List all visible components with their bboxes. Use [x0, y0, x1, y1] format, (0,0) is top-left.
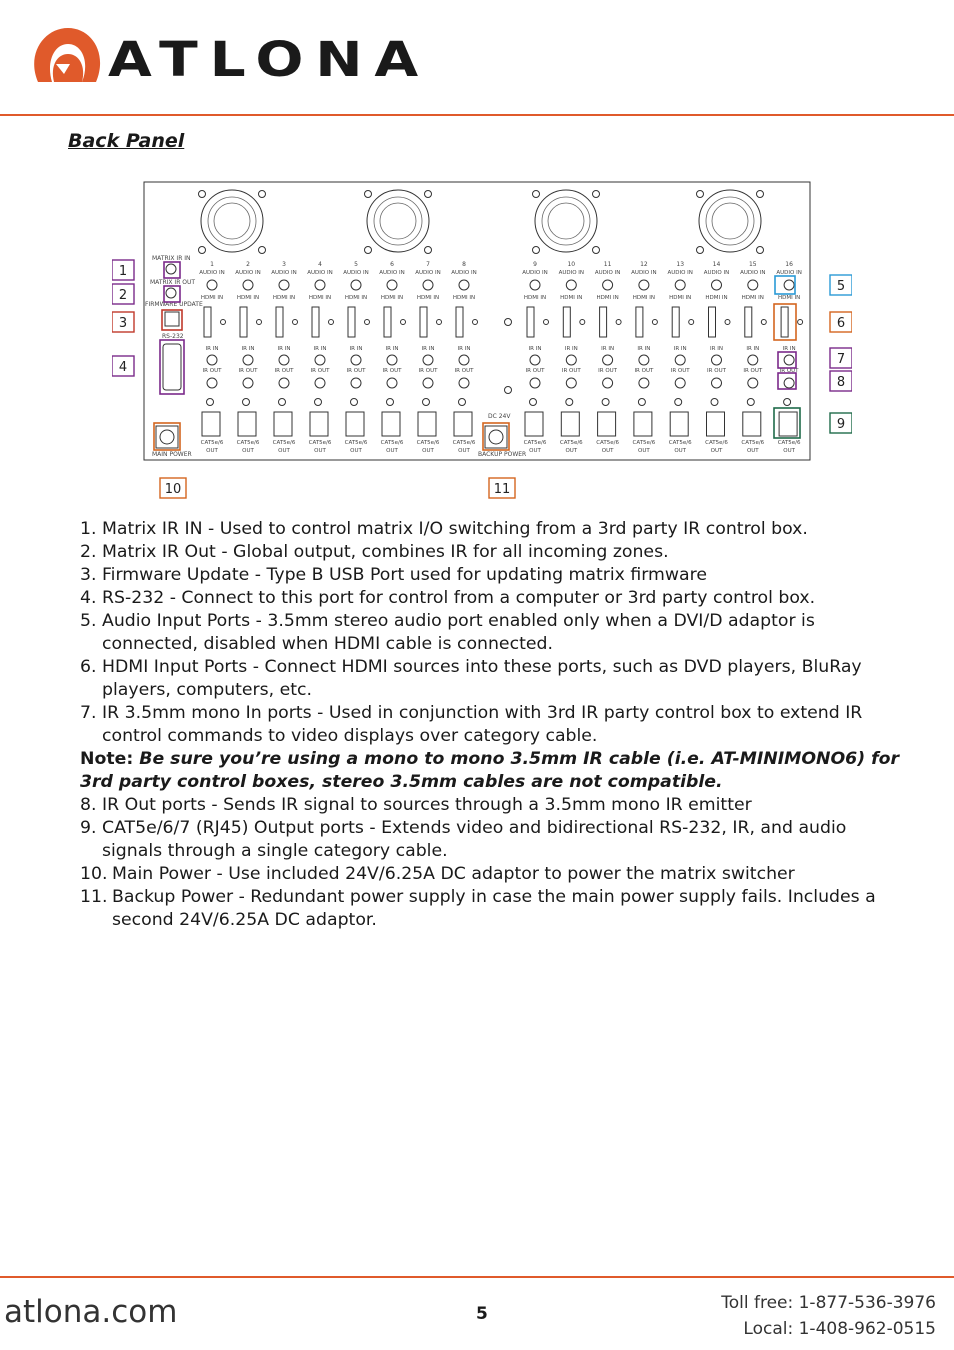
- footer-site[interactable]: atlona.com: [4, 1294, 178, 1330]
- hdmi-in-label: HDMI IN: [416, 295, 440, 301]
- ir-out-label: IR OUT: [274, 368, 294, 374]
- ir-in-label: IR IN: [528, 346, 542, 352]
- hdmi-in-label: HDMI IN: [272, 295, 296, 301]
- ir-out-label: IR OUT: [634, 368, 654, 374]
- ir-in-label: IR IN: [241, 346, 255, 352]
- audio-in-label: AUDIO IN: [594, 270, 621, 276]
- cat-out-label: OUT: [314, 448, 326, 454]
- cat-label: CAT5e/6: [200, 440, 224, 446]
- cat-label: CAT5e/6: [668, 440, 692, 446]
- hdmi-in-label: HDMI IN: [669, 295, 692, 301]
- input-number: 5: [354, 261, 358, 268]
- input-number: 13: [676, 261, 685, 268]
- ir-out-label: IR OUT: [525, 368, 545, 374]
- ir-in-label: IR IN: [782, 346, 796, 352]
- ir-out-label: IR OUT: [382, 368, 402, 374]
- input-number: 8: [462, 261, 466, 268]
- audio-in-label: AUDIO IN: [776, 270, 802, 276]
- cat-out-label: OUT: [638, 448, 650, 454]
- list-item: 7. IR 3.5mm mono In ports - Used in conjunction with 3rd IR party control box to extend IR control commands to video displays over category cable.: [80, 703, 863, 746]
- input-number: 6: [390, 261, 394, 268]
- cat-label: CAT5e/6: [416, 440, 440, 446]
- cat-label: CAT5e/6: [632, 440, 656, 446]
- audio-in-label: AUDIO IN: [271, 270, 297, 276]
- ir-in-label: IR IN: [457, 346, 471, 352]
- input-number: 1: [210, 261, 214, 268]
- ir-out-label: IR OUT: [670, 368, 690, 374]
- audio-in-label: AUDIO IN: [415, 270, 441, 276]
- firmware-update-label: FIRMWARE UPDATE: [145, 301, 203, 308]
- matrix-ir-in-label: MATRIX IR IN: [152, 255, 191, 262]
- ir-out-label: IR OUT: [346, 368, 366, 374]
- ir-out-label: IR OUT: [779, 368, 799, 374]
- ir-in-label: IR IN: [637, 346, 651, 352]
- rs232-label: RS-232: [162, 333, 184, 340]
- ir-in-label: IR IN: [421, 346, 435, 352]
- hdmi-in-label: HDMI IN: [777, 295, 801, 301]
- hdmi-in-label: HDMI IN: [523, 295, 547, 301]
- callout-number: 3: [118, 316, 128, 331]
- ir-out-label: IR OUT: [238, 368, 258, 374]
- section-title: Back Panel: [68, 130, 185, 152]
- audio-in-label: AUDIO IN: [235, 270, 261, 276]
- cat-label: CAT5e/6: [705, 440, 728, 446]
- input-number: 4: [318, 261, 322, 268]
- list-item: 6. HDMI Input Ports - Connect HDMI sources into these ports, such as DVD players, BluRay players, computers, etc.: [80, 657, 862, 700]
- cat-out-label: OUT: [746, 448, 759, 454]
- hdmi-in-label: HDMI IN: [200, 295, 224, 301]
- cat-label: CAT5e/6: [523, 440, 547, 446]
- cat-label: CAT5e/6: [308, 440, 332, 446]
- audio-in-label: AUDIO IN: [558, 270, 585, 276]
- ir-in-label: IR IN: [349, 346, 363, 352]
- callout-number: 2: [118, 288, 128, 303]
- hdmi-in-label: HDMI IN: [596, 295, 619, 301]
- toll-free: Toll free: 1-877-536-3976: [721, 1293, 936, 1313]
- cat-out-label: OUT: [783, 448, 795, 454]
- cat-label: CAT5e/6: [596, 440, 619, 446]
- callout-number: 10: [164, 482, 182, 497]
- header-rule: [0, 114, 954, 116]
- ir-in-label: IR IN: [601, 346, 615, 352]
- hdmi-in-label: HDMI IN: [380, 295, 404, 301]
- hdmi-in-label: HDMI IN: [705, 295, 728, 301]
- callout-number: 4: [118, 360, 128, 375]
- ir-out-label: IR OUT: [743, 368, 763, 374]
- logo-text: ATLONA: [108, 38, 430, 82]
- cat-out-label: OUT: [422, 448, 434, 454]
- input-number: 2: [246, 261, 250, 268]
- ir-out-label: IR OUT: [598, 368, 618, 374]
- input-number: 15: [748, 261, 757, 268]
- audio-in-label: AUDIO IN: [631, 270, 657, 276]
- local-phone: Local: 1-408-962-0515: [743, 1319, 936, 1339]
- ir-out-label: IR OUT: [202, 368, 222, 374]
- ir-out-label: IR OUT: [454, 368, 474, 374]
- list-item: 11. Backup Power - Redundant power supply in case the main power supply fails. Includes a second 24V/6.25A DC adaptor.: [80, 887, 876, 930]
- list-item: 2. Matrix IR Out - Global output, combines IR for all incoming zones.: [80, 542, 669, 562]
- cat-out-label: OUT: [710, 448, 723, 454]
- ir-in-label: IR IN: [385, 346, 399, 352]
- input-number: 12: [640, 261, 648, 268]
- cat-label: CAT5e/6: [380, 440, 404, 446]
- cat-label: CAT5e/6: [559, 440, 583, 446]
- footer-rule: [0, 1276, 954, 1278]
- dc24v-label: DC 24V: [488, 413, 511, 420]
- callout-number: 8: [836, 375, 846, 390]
- callout-number: 6: [836, 316, 846, 331]
- hdmi-in-label: HDMI IN: [452, 295, 476, 301]
- hdmi-in-label: HDMI IN: [560, 295, 583, 301]
- audio-in-label: AUDIO IN: [667, 270, 693, 276]
- hdmi-in-label: HDMI IN: [741, 295, 764, 301]
- input-number: 7: [426, 261, 430, 268]
- cat-label: CAT5e/6: [741, 440, 765, 446]
- atlona-wordmark: [108, 38, 448, 82]
- ir-in-label: IR IN: [710, 346, 723, 352]
- ir-in-label: IR IN: [205, 346, 219, 352]
- audio-in-label: AUDIO IN: [740, 270, 766, 276]
- audio-in-label: AUDIO IN: [379, 270, 405, 276]
- matrix-ir-out-label: MATRIX IR OUT: [150, 279, 196, 286]
- callout-number: 1: [118, 264, 128, 279]
- backup-power-label: BACKUP POWER: [478, 451, 527, 458]
- input-number: 10: [567, 261, 576, 268]
- callout-number: 7: [836, 352, 846, 367]
- list-item: 9. CAT5e/6/7 (RJ45) Output ports - Extends video and bidirectional RS-232, IR, and audio signals through a single category cable.: [80, 818, 847, 861]
- hdmi-in-label: HDMI IN: [236, 295, 260, 301]
- hdmi-in-label: HDMI IN: [308, 295, 332, 301]
- ir-out-label: IR OUT: [310, 368, 330, 374]
- callout-number: 9: [836, 417, 846, 432]
- cat-label: CAT5e/6: [452, 440, 476, 446]
- cat-out-label: OUT: [206, 448, 218, 454]
- hdmi-in-label: HDMI IN: [632, 295, 656, 301]
- callout-number: 11: [493, 482, 511, 497]
- ir-out-label: IR OUT: [707, 368, 726, 374]
- atlona-logo-icon: [30, 24, 104, 88]
- list-item: 8. IR Out ports - Sends IR signal to sources through a 3.5mm mono IR emitter: [80, 795, 752, 815]
- port-descriptions: [80, 518, 900, 932]
- cat-out-label: OUT: [565, 448, 578, 454]
- main-power-label: MAIN POWER: [152, 451, 192, 458]
- page-number: 5: [476, 1304, 488, 1324]
- cat-label: CAT5e/6: [777, 440, 801, 446]
- cat-label: CAT5e/6: [236, 440, 260, 446]
- ir-out-label: IR OUT: [418, 368, 438, 374]
- cat-label: CAT5e/6: [344, 440, 368, 446]
- ir-in-label: IR IN: [277, 346, 291, 352]
- cat-out-label: OUT: [529, 448, 541, 454]
- ir-in-label: IR IN: [564, 346, 578, 352]
- ir-out-label: IR OUT: [561, 368, 581, 374]
- list-item: 3. Firmware Update - Type B USB Port used for updating matrix firmware: [80, 565, 707, 585]
- ir-in-label: IR IN: [746, 346, 760, 352]
- input-number: 9: [533, 261, 537, 268]
- cat-out-label: OUT: [601, 448, 614, 454]
- hdmi-in-label: HDMI IN: [344, 295, 368, 301]
- input-number: 14: [712, 261, 721, 268]
- cat-out-label: OUT: [458, 448, 470, 454]
- input-number: 16: [785, 261, 793, 268]
- list-item: 10. Main Power - Use included 24V/6.25A DC adaptor to power the matrix switcher: [80, 864, 795, 884]
- footer-contact: [721, 1290, 936, 1342]
- ir-in-label: IR IN: [673, 346, 687, 352]
- audio-in-label: AUDIO IN: [307, 270, 333, 276]
- cat-label: CAT5e/6: [272, 440, 296, 446]
- audio-in-label: AUDIO IN: [343, 270, 369, 276]
- cat-out-label: OUT: [350, 448, 362, 454]
- back-panel-diagram: [112, 180, 852, 500]
- callout-number: 5: [836, 279, 846, 294]
- input-number: 3: [282, 261, 286, 268]
- audio-in-label: AUDIO IN: [703, 270, 730, 276]
- input-number: 11: [603, 261, 612, 268]
- list-item: 4. RS-232 - Connect to this port for control from a computer or 3rd party control box.: [80, 588, 816, 608]
- audio-in-label: AUDIO IN: [451, 270, 477, 276]
- note: Note: Be sure you’re using a mono to mono 3.5mm IR cable (i.e. AT-MINIMONO6) for 3rd party control boxes, stereo 3.5mm cables are not compatible.: [80, 749, 900, 792]
- audio-in-label: AUDIO IN: [199, 270, 225, 276]
- cat-out-label: OUT: [674, 448, 687, 454]
- list-item: 5. Audio Input Ports - 3.5mm stereo audio port enabled only when a DVI/D adaptor is connected, disabled when HDMI cable is connected.: [80, 611, 815, 654]
- cat-out-label: OUT: [278, 448, 290, 454]
- page-header: [0, 0, 954, 118]
- audio-in-label: AUDIO IN: [522, 270, 548, 276]
- cat-out-label: OUT: [386, 448, 398, 454]
- ir-in-label: IR IN: [313, 346, 327, 352]
- cat-out-label: OUT: [242, 448, 254, 454]
- list-item: 1. Matrix IR IN - Used to control matrix I/O switching from a 3rd party IR control box.: [80, 519, 808, 539]
